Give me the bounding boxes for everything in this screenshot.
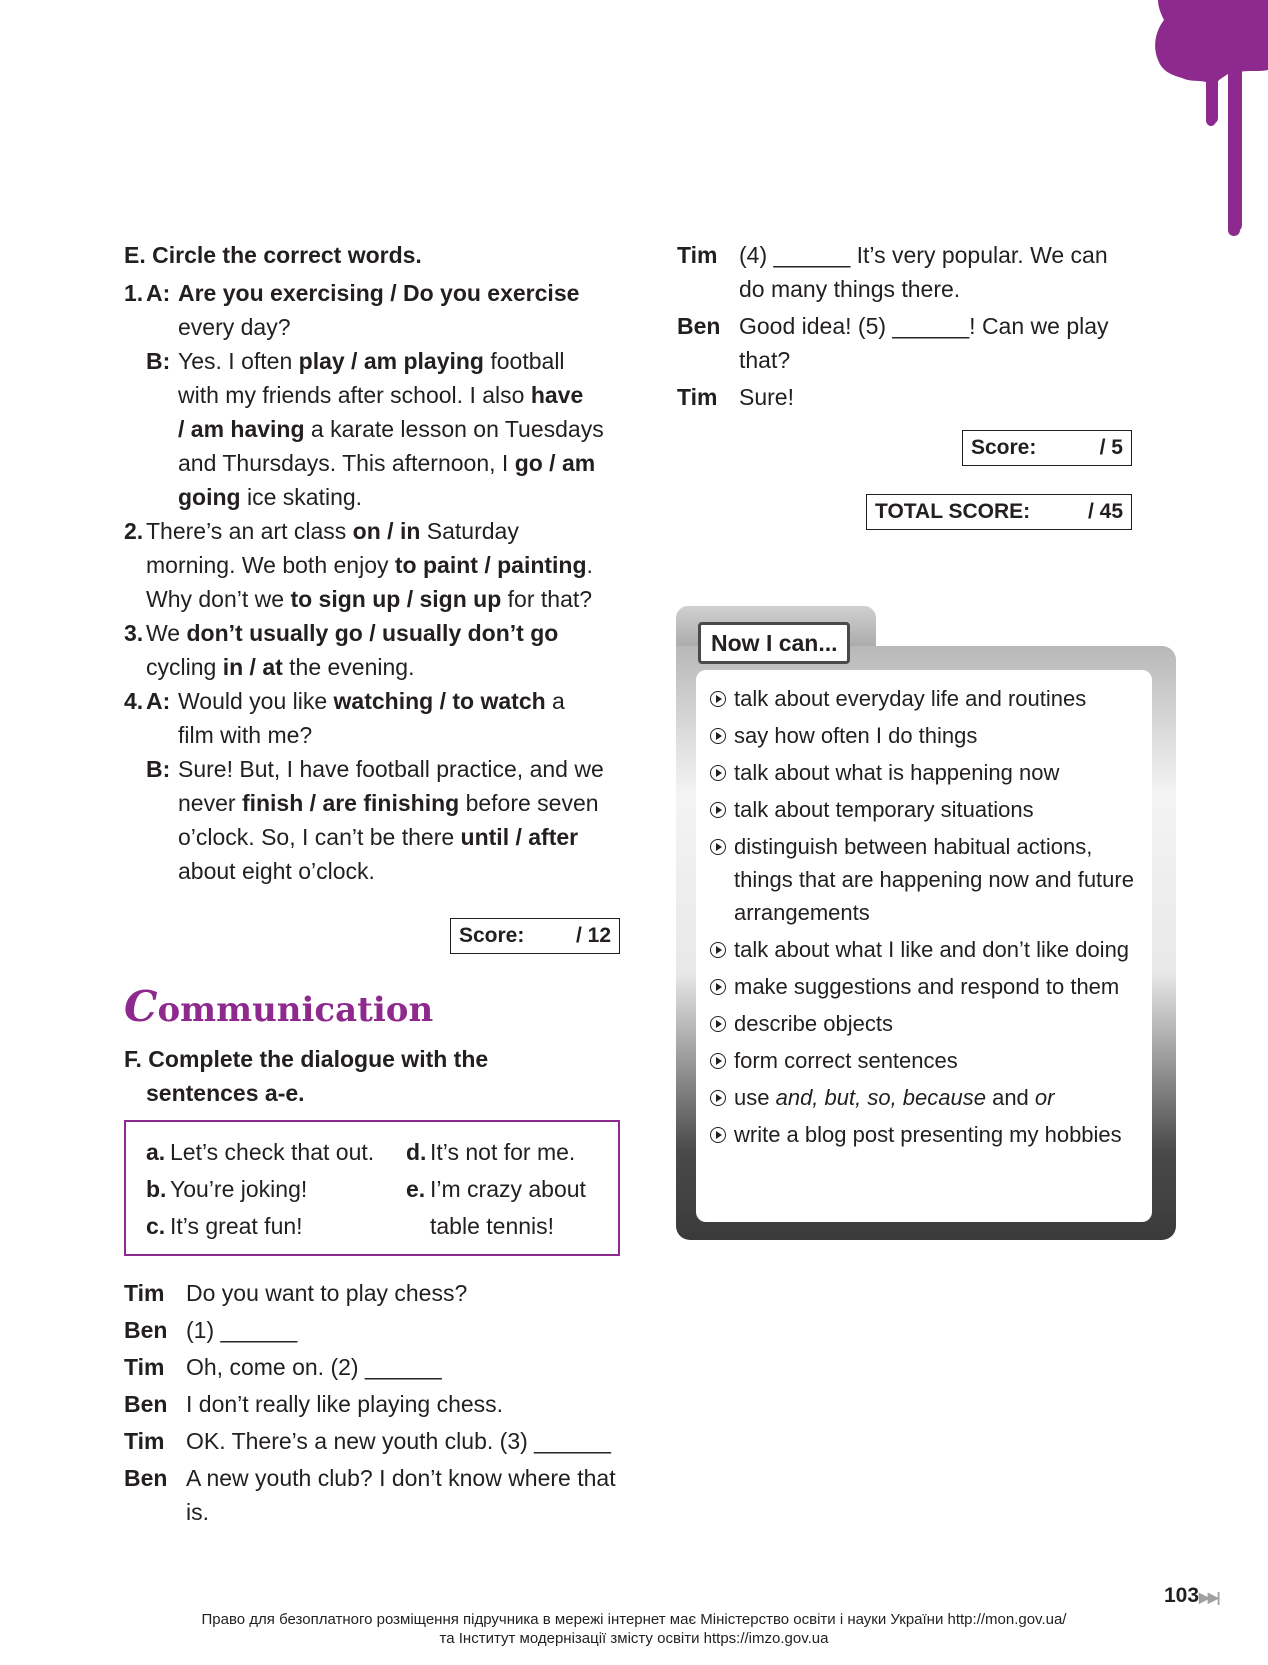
score-label: Score: (971, 436, 1037, 459)
now-i-can-panel (676, 606, 1176, 1240)
item-line: film with me? (178, 722, 313, 748)
item-line: Would you like watching / to watch a (178, 688, 565, 714)
now-i-can-item: form correct sentences (710, 1044, 1138, 1077)
sentences-box (124, 1120, 620, 1256)
item-number: 4. (124, 688, 144, 714)
dialogue-line: Ben I don’t really like playing chess. (124, 1387, 644, 1421)
item-line: about eight o’clock. (178, 858, 375, 884)
now-i-can-item: talk about what is happening now (710, 756, 1138, 789)
arrow-circle-icon (710, 979, 726, 995)
speaker-name: Tim (124, 1280, 165, 1306)
item-line: never finish / are finishing before seven (178, 790, 599, 816)
item-line: Sure! But, I have football practice, and we (178, 756, 604, 782)
total-score-box (866, 494, 1132, 530)
dialogue-line: Ben Good idea! (5) ______! Can we play that? (677, 309, 1137, 377)
arrow-circle-icon (710, 1090, 726, 1106)
task-e-item (124, 752, 624, 888)
now-i-can-item: use and, but, so, because and or (710, 1081, 1138, 1114)
dialogue-line: Tim Sure! (677, 380, 1137, 414)
purple-ink-splash (1098, 0, 1268, 240)
score-value: / 12 (575, 924, 611, 947)
task-e-item (124, 344, 624, 514)
now-i-can-item: say how often I do things (710, 719, 1138, 752)
speaker-name: Ben (677, 313, 721, 339)
task-e-items (124, 276, 624, 888)
item-line: / am having a karate lesson on Tuesdays (178, 416, 604, 442)
item-line: Yes. I often play / am playing football (178, 348, 565, 374)
sentence-option: d. It’s not for me. (406, 1139, 576, 1165)
item-line: o’clock. So, I can’t be there until / after (178, 824, 579, 850)
score-value: / 5 (1099, 436, 1123, 459)
speaker-name: Tim (677, 384, 718, 410)
now-i-can-item: distinguish between habitual actions, things that are happening now and future arrangements (710, 830, 1138, 929)
task-e-item (124, 684, 624, 752)
now-i-can-item: describe objects (710, 1007, 1138, 1040)
now-i-can-item: make suggestions and respond to them (710, 970, 1138, 1003)
item-line: cycling in / at the evening. (146, 654, 415, 680)
dialogue-line: Tim Oh, come on. (2) ______ (124, 1350, 644, 1384)
sentence-option: e. I’m crazy about table tennis! (406, 1176, 586, 1239)
dialogue-line: Tim (4) ______ It’s very popular. We can do many things there. (677, 238, 1137, 306)
sentences-left (146, 1134, 374, 1245)
score-label: Score: (459, 924, 525, 947)
item-line: morning. We both enjoy to paint / painting. (146, 552, 593, 578)
now-i-can-title: Now I can... (698, 622, 850, 664)
arrow-circle-icon (710, 1053, 726, 1069)
speaker-name: Tim (124, 1354, 165, 1380)
item-line: and Thursdays. This afternoon, I go / am (178, 450, 596, 476)
total-score-value: / 45 (1087, 500, 1123, 523)
task-e-item (124, 616, 624, 684)
dialogue-line: Tim OK. There’s a new youth club. (3) ______ (124, 1424, 644, 1458)
speaker-name: Ben (124, 1465, 168, 1491)
now-i-can-item: talk about everyday life and routines (710, 682, 1138, 715)
footer-line-1: Право для безоплатного розміщення підручника в мережі інтернет має Міністерство освіти і науки України http://mon.gov.ua/ (201, 1611, 1067, 1628)
dialogue-line: Tim Do you want to play chess? (124, 1276, 644, 1310)
task-e-title: E. Circle the correct words. (124, 242, 422, 268)
speaker-label: B: (146, 756, 171, 782)
task-e-score-box (450, 918, 620, 954)
page-number: 103▶▶| (1164, 1584, 1219, 1607)
item-line: with my friends after school. I also have (178, 382, 584, 408)
footer (0, 1610, 1268, 1648)
item-line: Are you exercising / Do you exercise (178, 280, 580, 306)
arrow-circle-icon (710, 942, 726, 958)
now-i-can-item: write a blog post presenting my hobbies (710, 1118, 1138, 1151)
task-e-item (124, 514, 624, 616)
total-score-label: TOTAL SCORE: (875, 500, 1031, 523)
communication-heading: Communication (124, 982, 434, 1031)
item-line: Why don’t we to sign up / sign up for that? (146, 586, 593, 612)
arrow-circle-icon (710, 839, 726, 855)
item-number: 1. (124, 280, 144, 306)
speaker-label: B: (146, 348, 171, 374)
sentence-option: c. It’s great fun! (146, 1213, 303, 1239)
item-number: 2. (124, 518, 144, 544)
now-i-can-list (696, 670, 1152, 1222)
task-e (124, 238, 624, 888)
footer-line-2: та Інститут модернізації змісту освіти https://imzo.gov.ua (439, 1630, 829, 1647)
item-line: going ice skating. (178, 484, 363, 510)
fast-forward-icon: ▶▶| (1199, 1589, 1219, 1605)
speaker-name: Tim (124, 1428, 165, 1454)
arrow-circle-icon (710, 728, 726, 744)
item-line: We don’t usually go / usually don’t go (146, 620, 559, 646)
sentence-option: b. You’re joking! (146, 1176, 308, 1202)
dialogue-line: Ben A new youth club? I don’t know where that is. (124, 1461, 644, 1529)
speaker-label: A: (146, 688, 171, 714)
task-f-title: F. Complete the dialogue with the sentences a-e. (124, 1046, 489, 1106)
sentence-option: a. Let’s check that out. (146, 1139, 375, 1165)
speaker-name: Ben (124, 1317, 168, 1343)
speaker-name: Tim (677, 242, 718, 268)
now-i-can-item: talk about temporary situations (710, 793, 1138, 826)
speaker-label: A: (146, 280, 171, 306)
item-line: every day? (178, 314, 291, 340)
arrow-circle-icon (710, 1127, 726, 1143)
arrow-circle-icon (710, 765, 726, 781)
speaker-name: Ben (124, 1391, 168, 1417)
item-line: There’s an art class on / in Saturday (146, 518, 519, 544)
dialogue-line: Ben (1) ______ (124, 1313, 644, 1347)
now-i-can-item: talk about what I like and don’t like doing (710, 933, 1138, 966)
sentences-right (406, 1134, 606, 1245)
dialogue-right (677, 238, 1137, 417)
arrow-circle-icon (710, 691, 726, 707)
task-f-score-box (962, 430, 1132, 466)
dialogue-left (124, 1276, 644, 1532)
arrow-circle-icon (710, 802, 726, 818)
task-e-item (124, 276, 624, 344)
arrow-circle-icon (710, 1016, 726, 1032)
item-number: 3. (124, 620, 144, 646)
